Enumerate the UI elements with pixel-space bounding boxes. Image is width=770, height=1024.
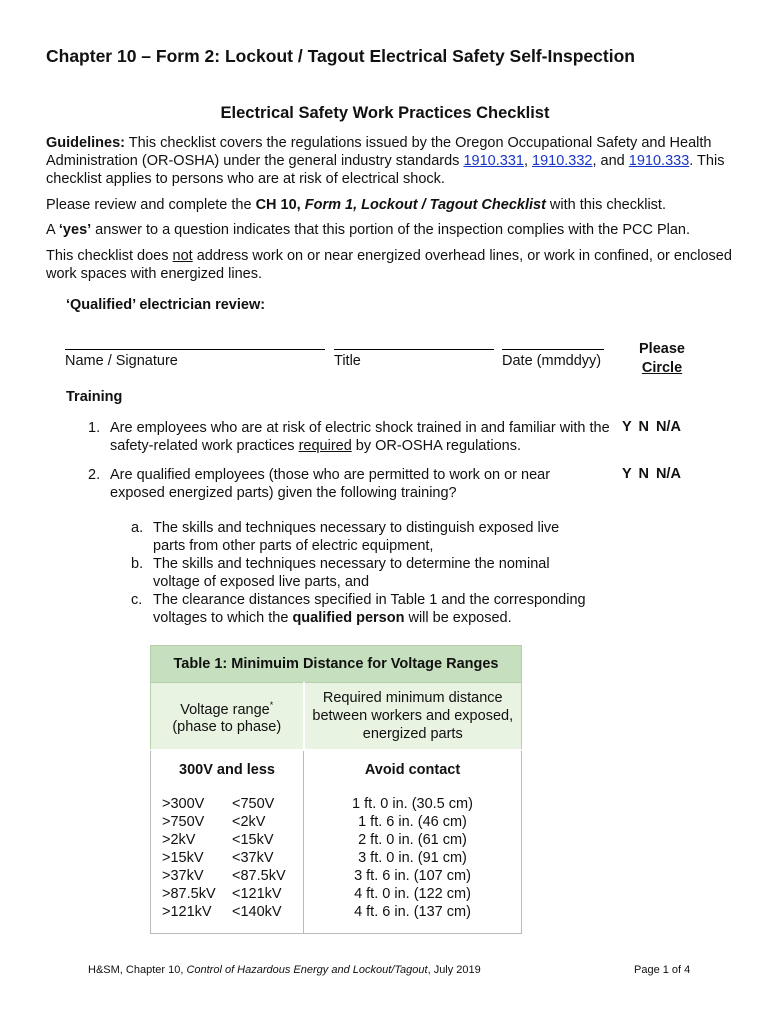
link-1910-331[interactable]: 1910.331	[463, 153, 524, 169]
voltage-from: >37kV	[162, 868, 204, 884]
footer-italic: Control of Hazardous Energy and Lockout/Tagout	[186, 964, 428, 976]
date-label: Date (mmddyy)	[502, 353, 602, 369]
table-caption: Table 1: Minimuim Distance for Voltage Ranges	[151, 646, 522, 683]
scope-text-end: address work on or near energized overhead lines, or work in confined, or enclosed work spaces with energized lines.	[46, 248, 732, 282]
review-bold: CH 10,	[255, 197, 305, 213]
distance-value: 1 ft. 0 in. (30.5 cm)	[352, 796, 473, 812]
name-signature-label: Name / Signature	[65, 353, 178, 369]
review-text-end: with this checklist.	[545, 197, 666, 213]
guidelines-text-end: . This checklist applies to persons who are at risk of electrical shock.	[46, 153, 725, 187]
form-reference: Form 1, Lockout / Tagout Checklist	[304, 197, 546, 213]
distance-list	[305, 795, 520, 921]
voltage-to: <87.5kV	[232, 868, 286, 884]
yes-answer-note	[46, 221, 736, 239]
qualified-person-bold: qualified person	[292, 610, 405, 626]
voltage-range-label: Voltage range	[180, 701, 270, 718]
voltage-to: <140kV	[232, 904, 282, 920]
phase-to-phase-label: (phase to phase)	[172, 719, 282, 736]
question-2-text: Are qualified employees (those who are permitted to work on or near exposed energized parts) given the following training?	[110, 467, 551, 501]
voltage-to: <37kV	[232, 850, 274, 866]
name-signature-line[interactable]	[65, 349, 325, 350]
question-1-number: 1.	[88, 420, 101, 436]
question-2-answer-options[interactable]: Y N N/A	[622, 466, 681, 482]
minimum-distance-table	[150, 645, 522, 934]
subitem-c-text-start: The clearance distances specified in Table 1 and the corresponding voltages to which the	[153, 592, 586, 626]
voltage-from: >87.5kV	[162, 886, 216, 902]
title-line[interactable]	[334, 349, 494, 350]
scope-note	[46, 247, 736, 283]
question-1-answer-options[interactable]: Y N N/A	[622, 419, 681, 435]
footnote-marker: *	[269, 699, 274, 710]
page-number: Page 1 of 4	[634, 964, 691, 976]
voltage-to: <15kV	[232, 832, 274, 848]
distance-value: 1 ft. 6 in. (46 cm)	[358, 814, 467, 830]
subitem-c-letter: c.	[131, 592, 143, 608]
review-text: Please review and complete the	[46, 197, 256, 213]
subitem-b-letter: b.	[131, 556, 144, 572]
please-label: Please	[639, 341, 685, 357]
question-1-required: required	[298, 438, 352, 454]
subitem-a-text: The skills and techniques necessary to distinguish exposed live parts from other parts of electric equipment,	[153, 520, 560, 554]
voltage-to: <750V	[232, 796, 275, 812]
date-line[interactable]	[502, 349, 604, 350]
separator: , and	[592, 153, 629, 169]
subitem-b-text: The skills and techniques necessary to determine the nominal voltage of exposed live parts, and	[153, 556, 550, 590]
distances-cell	[304, 789, 522, 934]
yes-note-text-end: answer to a question indicates that this portion of the inspection complies with the PCC Plan.	[91, 222, 691, 238]
avoid-contact: Avoid contact	[304, 751, 522, 789]
distance-value: 4 ft. 0 in. (122 cm)	[354, 886, 471, 902]
guidelines-text: This checklist covers the regulations issued by the Oregon Occupational Safety and Health Administration (OR-OSHA) under the general industry standards	[46, 135, 712, 169]
min-distance-header: Required minimum distance between workers and exposed, energized parts	[304, 683, 522, 750]
review-instruction	[46, 196, 736, 214]
scope-not: not	[172, 248, 193, 264]
voltage-ranges-cell	[151, 789, 304, 934]
footer-date: , July 2019	[427, 964, 481, 976]
voltage-from: >15kV	[162, 850, 204, 866]
scope-text: This checklist does	[46, 248, 173, 264]
voltage-to: <2kV	[232, 814, 266, 830]
question-1-text-end: by OR-OSHA regulations.	[351, 438, 522, 454]
voltage-range-header	[151, 683, 304, 750]
title-label: Title	[334, 353, 361, 369]
yes-note-bold: ‘yes’	[58, 222, 92, 238]
subitem-c-text-end: will be exposed.	[404, 610, 512, 626]
question-2-number: 2.	[88, 467, 101, 483]
voltage-range-list	[152, 795, 302, 921]
footer-citation	[88, 964, 481, 976]
voltage-300v-less: 300V and less	[151, 751, 304, 789]
link-1910-333[interactable]: 1910.333	[628, 153, 690, 169]
footer-text: H&SM, Chapter 10,	[88, 964, 187, 976]
voltage-from: >750V	[162, 814, 205, 830]
voltage-from: >121kV	[162, 904, 212, 920]
voltage-from: >2kV	[162, 832, 196, 848]
guidelines-label: Guidelines:	[46, 135, 125, 151]
voltage-to: <121kV	[232, 886, 282, 902]
checklist-subtitle: Electrical Safety Work Practices Checklist	[220, 104, 550, 122]
circle-label: Circle	[641, 360, 683, 376]
training-heading: Training	[66, 389, 123, 405]
separator: ,	[523, 153, 533, 169]
distance-value: 3 ft. 0 in. (91 cm)	[358, 850, 467, 866]
yes-note-text: A	[46, 222, 59, 238]
page-title: Chapter 10 – Form 2: Lockout / Tagout Electrical Safety Self-Inspection	[46, 46, 635, 66]
voltage-from: >300V	[162, 796, 205, 812]
qualified-review-heading: ‘Qualified’ electrician review:	[66, 297, 266, 313]
distance-value: 3 ft. 6 in. (107 cm)	[354, 868, 471, 884]
subitem-c-text	[153, 591, 613, 627]
link-1910-332[interactable]: 1910.332	[532, 153, 593, 169]
distance-value: 4 ft. 6 in. (137 cm)	[354, 904, 471, 920]
question-1-text	[110, 419, 610, 455]
subitem-a-letter: a.	[131, 520, 144, 536]
guidelines-paragraph	[46, 134, 736, 188]
distance-value: 2 ft. 0 in. (61 cm)	[358, 832, 467, 848]
question-1-text-start: Are employees who are at risk of electric shock trained in and familiar with the safety-related work practices	[110, 420, 610, 454]
